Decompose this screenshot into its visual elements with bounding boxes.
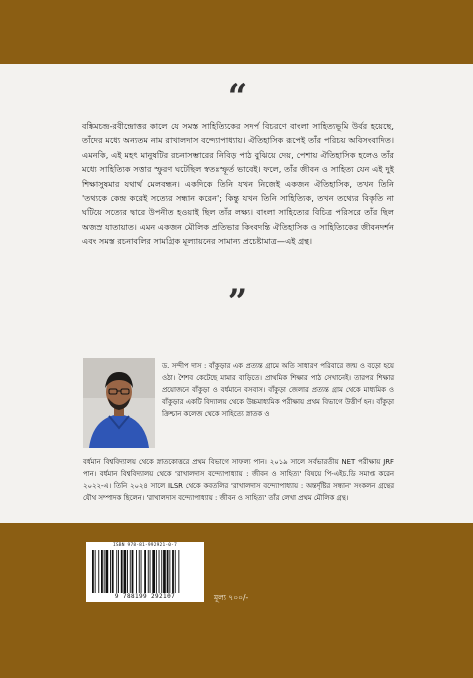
barcode-bar	[152, 550, 155, 593]
barcode-bar	[95, 550, 96, 593]
barcode-bar	[169, 550, 170, 593]
barcode-bar	[112, 550, 114, 593]
closing-quote-mark: ”	[227, 282, 246, 322]
isbn-barcode	[86, 542, 204, 602]
author-bio: ড. সন্দীপ দাস : বাঁকুড়ার এক প্রত্যন্ত গ্রামে অতি সাধারণ পরিবারে জন্ম ও বড়ো হয়ে ওঠা। শৈশব কেটেছে মামার বাড়িতে। প্রাথমিক শিক্ষার পাঠ সেখানেই। তারপর শিক্ষার প্রয়োজনে বাঁকুড়া ও বর্ধমানে বসবাস। বাঁকুড়া জেলার প্রত্যন্ত গ্রাম থেকে মাধ্যমিক ও বাঁকুড়ার একটি বিদ্যালয় থেকে উচ্চমাধ্যমিক পরীক্ষায় প্রথম বিভাগে উত্তীর্ণ হন। বাঁকুড়া ক্রিশ্চান কলেজ থেকে সাহিত্যে স্নাতক ও	[162, 362, 394, 418]
opening-quote-mark: “	[227, 77, 246, 117]
barcode-bar	[159, 550, 160, 593]
barcode-digits: 9 788199 292107	[114, 593, 176, 600]
author-photo	[83, 358, 155, 448]
barcode-bar	[124, 550, 127, 593]
book-blurb: বঙ্কিমচন্দ্র-রবীন্দ্রোত্তর কালে যে সমস্ত সাহিত্যিকের সদর্প বিচরণে বাংলা সাহিত্যভূমি উর্বর হয়েছে, তাঁদের মধ্যে অন্যতম নাম রাখালদাস বন্দ্যোপাধ্যায়। ঐতিহাসিক রূপেই তাঁর পরিচয় অবিসংবাদিত। এমনকি, এই মহৎ মানুষটির রচনাসম্ভারের নিবিড় পাঠ বুঝিয়ে দেয়, পেশায় ঐতিহাসিক হলেও তাঁর মধ্যে সাহিত্যিক সত্তার স্ফুরণ ঘটেছিল স্বতঃস্ফূর্ত ভাবেই। ফলে, তাঁর জীবন ও সাহিত্য যেন এই দুই শিক্ষাসুষমার যথার্থ মেলবন্ধন। একদিকে তিনি যখন নিজেই একজন ঐতিহাসিক, তখন তিনি 'তথ্যকে কেন্দ্র করেই সত্যের সন্ধান করেন'; কিন্তু যখন তিনি সাহিত্যিক, তখন তথ্যের বিকৃতি না ঘটিয়ে সত্যের দ্বারে উপনীত হওয়াই ছিল তাঁর লক্ষ্য। বাংলা সাহিত্যের বিচিত্র পরিসরে তাঁর ছিল অজস্র যাতায়াত। এমন একজন মৌলিক প্রতিভার কিংবদন্তি ঐতিহাসিক ও সাহিত্যিকের জীবনদর্শন এবং সমস্ত রচনাবলির সামগ্রিক মূল্যায়নের সামান্য প্রচেষ্টামাত্র—এই গ্রন্থ।	[82, 121, 394, 247]
barcode-bar	[156, 550, 157, 593]
barcode-bar	[130, 550, 131, 593]
barcode-bar	[98, 550, 99, 593]
barcode-bars	[92, 550, 198, 593]
barcode-bar	[106, 550, 109, 593]
barcode-bar	[132, 550, 134, 593]
barcode-bar	[136, 550, 137, 593]
barcode-bar	[144, 550, 146, 593]
barcode-bar	[116, 550, 117, 593]
barcode-bar	[175, 550, 176, 593]
top-color-band	[0, 0, 473, 64]
author-bio-continued: বর্ধমান বিশ্ববিদ্যালয় থেকে স্নাতকোত্তরে প্রথম বিভাগে সাফল্য পান। ২০১৯ সালে সর্বভারতীয় NET পরীক্ষায় JRF পান। বর্ধমান বিশ্ববিদ্যালয় থেকে 'রাখালদাস বন্দ্যোপাধ্যায় : জীবন ও সাহিত্য' বিষয়ে পি-এইচ.ডি সমাপ্ত করেন ২০২২-এ। তিনি ২০২৪ সালে ILSR থেকে কবতলির 'রাখালদাস বন্দ্যোপাধ্যায় : অন্তর্দৃষ্টির সন্ধান' সংকলন গ্রন্থের যৌথ সম্পাদক ছিলেন। 'রাখালদাস বন্দ্যোপাধ্যায় : জীবন ও সাহিত্য' তাঁর লেখা প্রথম মৌলিক গ্রন্থ।	[83, 458, 394, 502]
barcode-bar	[92, 550, 94, 593]
barcode-bar	[141, 550, 142, 593]
barcode-bar	[121, 550, 123, 593]
barcode-bar	[148, 550, 149, 593]
author-portrait-illustration	[83, 358, 155, 448]
barcode-bar	[127, 550, 128, 593]
barcode-bar	[150, 550, 151, 593]
barcode-bar	[167, 550, 169, 593]
barcode-isbn-label: ISBN 978-81-992921-0-7	[112, 543, 177, 548]
price-label: মূল্য ৭০০/-	[214, 593, 249, 602]
barcode-bar	[110, 550, 111, 593]
barcode-bar	[139, 550, 140, 593]
barcode-bar	[163, 550, 166, 593]
barcode-bar	[172, 550, 174, 593]
barcode-bar	[161, 550, 162, 593]
barcode-bar	[104, 550, 105, 593]
barcode-bar	[118, 550, 119, 593]
barcode-bar	[101, 550, 103, 593]
barcode-bar	[178, 550, 179, 593]
